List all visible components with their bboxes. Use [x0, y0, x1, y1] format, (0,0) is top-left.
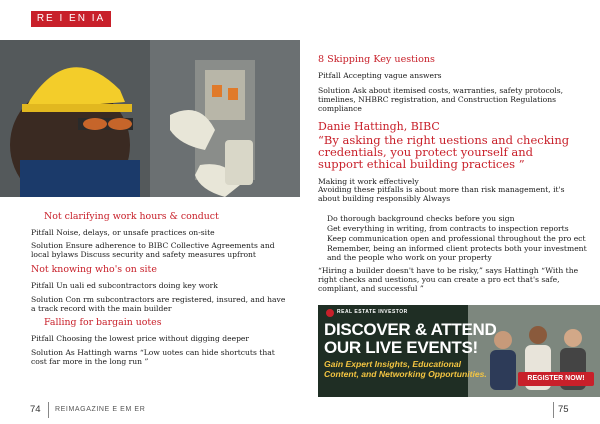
section-heading-questions: 8 Skipping Key uestions: [318, 54, 435, 65]
brand-logo-icon: [326, 309, 334, 317]
register-now-button[interactable]: REGISTER NOW!: [518, 372, 594, 386]
electrician-photo: [0, 40, 300, 197]
ad-headline-line2: OUR LIVE EVENTS!: [324, 338, 478, 357]
event-advertisement[interactable]: [318, 305, 600, 397]
closing-quote: “Hiring a builder doesn't have to be risky,” says Hattingh “With the right checks and uestions, you can create a pro ect that's safe, compliant, and successful ”: [318, 266, 579, 293]
section-tag: RE I EN IA: [31, 11, 111, 27]
ad-brand-label: REAL ESTATE INVESTOR: [337, 309, 408, 315]
bullet-item: Get everything in writing, from contracts to inspection reports: [327, 224, 569, 233]
pitfall-questions: Pitfall Accepting vague answers: [318, 71, 442, 80]
page-number-right: 75: [558, 404, 569, 415]
ad-headline-line1: DISCOVER & ATTEND: [324, 320, 497, 339]
bullet-item: Remember, being an informed client protects both your investment and the people who work on your property: [327, 244, 587, 262]
page-number-left: 74: [30, 404, 41, 415]
ad-sub-line1: Gain Expert Insights, Educational: [324, 359, 462, 369]
quote-attribution: Danie Hattingh, BIBC: [318, 120, 440, 133]
solution-questions: Solution Ask about itemised costs, warranties, safety protocols, timelines, NHBRC registration, and Construction Regulations compliance: [318, 86, 564, 113]
solution-on-site: Solution Con rm subcontractors are registered, insured, and have a track record with the main builder: [31, 295, 286, 313]
ad-sub-line2: Content, and Networking Opportunities.: [324, 369, 487, 379]
solution-work-hours: Solution Ensure adherence to BIBC Collective Agreements and local bylaws Discuss security and safety measures upfront: [31, 241, 275, 259]
pitfall-bargain: Pitfall Choosing the lowest price without digging deeper: [31, 334, 250, 343]
ad-headline: [324, 321, 496, 357]
bullet-item: Keep communication open and professional throughout the pro ect: [327, 234, 586, 243]
ad-subheadline: [324, 359, 487, 379]
footer-divider-left: [48, 402, 49, 418]
electrician-illustration: [0, 40, 300, 197]
footer-magazine: REIMAGAZINE E EM ER: [55, 406, 146, 413]
pull-quote: “By asking the right uestions and checking credentials, you protect yourself and support ethical building practices ”: [318, 133, 570, 172]
intro-heading: Making it work effectively: [318, 177, 419, 186]
pitfall-work-hours: Pitfall Noise, delays, or unsafe practices on-site: [31, 228, 215, 237]
footer-divider-right: [553, 402, 554, 418]
section-heading-bargain: Falling for bargain uotes: [44, 317, 162, 328]
ad-brand: [326, 309, 408, 315]
section-heading-work-hours: Not clarifying work hours & conduct: [44, 211, 219, 222]
bullet-item: Do thorough background checks before you sign: [327, 214, 515, 223]
section-heading-on-site: Not knowing who's on site: [31, 264, 157, 275]
solution-bargain: Solution As Hattingh warns “Low uotes can hide shortcuts that cost far more in the long run ”: [31, 348, 275, 366]
intro-text: Avoiding these pitfalls is about more than risk management, it's about building responsibly Always: [318, 185, 565, 203]
pitfall-on-site: Pitfall Un uali ed subcontractors doing key work: [31, 281, 218, 290]
